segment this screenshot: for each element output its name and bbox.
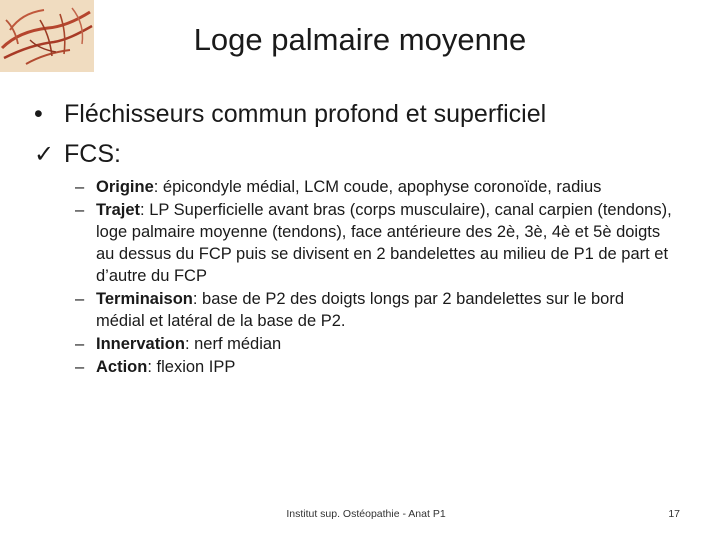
item-term: Action — [96, 358, 148, 376]
list-item-trajet — [75, 199, 675, 287]
fcs-details-list — [75, 176, 675, 379]
checkmark-text: FCS: — [64, 140, 121, 168]
page-number: 17 — [668, 508, 680, 520]
item-text: : flexion IPP — [147, 358, 236, 376]
item-text: : LP Superficielle avant bras (corps musculaire), canal carpien (tendons), loge palmaire moyenne (tendons), face antérieure des 2è, 3è, 4è et 5è doigts au dessus du FCP puis se divisent en 2 bandelettes au milieu de P1 de part et d’autre du FCP — [96, 201, 672, 285]
dash-icon: – — [75, 335, 85, 353]
anatomical-hand-sketch-image — [0, 0, 94, 72]
slide-footer: Institut sup. Ostéopathie - Anat P1 — [286, 508, 446, 520]
bullet-dot-icon: • — [34, 100, 43, 128]
checkmark-point-fcs — [34, 140, 121, 169]
slide-title: Loge palmaire moyenne — [193, 22, 527, 57]
list-item-innervation — [75, 333, 675, 355]
dash-icon: – — [75, 178, 85, 196]
item-term: Innervation — [96, 335, 185, 353]
list-item-action — [75, 356, 675, 378]
dash-icon: – — [75, 290, 85, 308]
dash-icon: – — [75, 358, 85, 376]
checkmark-icon: ✓ — [34, 141, 55, 168]
item-term: Trajet — [96, 201, 141, 219]
item-term: Terminaison — [96, 290, 193, 308]
dash-icon: – — [75, 201, 85, 219]
item-text: : épicondyle médial, LCM coude, apophyse coronoïde, radius — [153, 178, 602, 196]
item-term: Origine — [96, 178, 154, 196]
list-item-terminaison — [75, 288, 675, 332]
item-text: : base de P2 des doigts longs par 2 bandelettes sur le bord médial et latéral de la base de P2. — [96, 290, 625, 330]
list-item-origine — [75, 176, 675, 198]
bullet-text: Fléchisseurs commun profond et superficiel — [64, 100, 547, 128]
bullet-point-flechisseurs — [34, 100, 546, 129]
item-text: : nerf médian — [184, 335, 282, 353]
